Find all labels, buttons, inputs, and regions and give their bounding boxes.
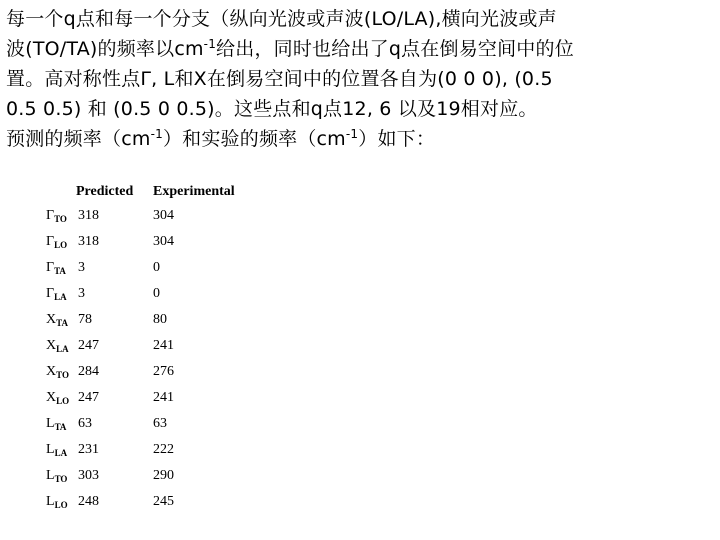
superscript: -1	[203, 37, 217, 51]
mode-label	[46, 416, 66, 432]
predicted-value: 303	[78, 468, 99, 483]
experimental-value: 241	[153, 390, 174, 405]
mode-label	[46, 468, 67, 484]
experimental-value: 290	[153, 468, 174, 483]
mode-symbol: L	[46, 442, 55, 457]
mode-label	[46, 312, 68, 328]
experimental-value: 304	[153, 208, 174, 223]
predicted-value: 318	[78, 234, 99, 249]
mode-label	[46, 338, 69, 354]
paragraph-line	[6, 94, 716, 124]
mode-label	[46, 234, 67, 250]
mode-symbol: L	[46, 468, 55, 483]
text: 预测的频率（cm	[6, 128, 151, 150]
mode-symbol: Γ	[46, 286, 55, 301]
text: 置。高对称性点Γ, L和X在倒易空间中的位置各自为(0 0 0), (0.5	[6, 68, 553, 90]
mode-branch: LO	[56, 396, 70, 406]
mode-symbol: Γ	[46, 208, 55, 223]
superscript: -1	[150, 127, 163, 141]
predicted-value: 247	[78, 338, 99, 353]
experimental-value: 222	[153, 442, 174, 457]
paragraph-line	[6, 4, 716, 34]
predicted-value: 3	[78, 260, 85, 275]
mode-label	[46, 286, 67, 302]
mode-branch: TA	[54, 422, 67, 432]
paragraph-line	[6, 124, 716, 154]
mode-symbol: X	[46, 338, 57, 353]
mode-label	[46, 442, 67, 458]
experimental-value: 304	[153, 234, 174, 249]
predicted-value: 78	[78, 312, 92, 327]
experimental-value: 0	[153, 286, 160, 301]
mode-branch: TO	[54, 474, 68, 484]
mode-branch: LO	[54, 500, 68, 510]
superscript: -1	[345, 127, 359, 141]
mode-branch: LA	[54, 448, 68, 458]
mode-symbol: L	[46, 416, 55, 431]
mode-label	[46, 260, 66, 276]
paragraph-line	[6, 64, 716, 94]
mode-branch: LO	[54, 240, 68, 250]
mode-label	[46, 208, 67, 224]
experimental-value: 241	[153, 338, 174, 353]
experimental-value: 276	[153, 364, 174, 379]
text: 0.5 0.5) 和 (0.5 0 0.5)。这些点和q点12, 6 以及19相对应。	[6, 98, 538, 120]
predicted-value: 318	[78, 208, 99, 223]
predicted-value: 231	[78, 442, 99, 457]
mode-branch: TO	[56, 370, 69, 380]
experimental-value: 0	[153, 260, 160, 275]
mode-branch: TO	[54, 214, 67, 224]
header-predicted: Predicted	[76, 184, 134, 199]
mode-branch: TA	[54, 266, 66, 276]
text: 每一个q点和每一个分支（纵向光波或声波(LO/LA),横向光波或声	[6, 8, 557, 30]
experimental-value: 245	[153, 494, 174, 509]
mode-symbol: X	[46, 364, 57, 379]
paragraph-line	[6, 34, 716, 64]
mode-symbol: X	[46, 312, 57, 327]
mode-label	[46, 364, 69, 380]
mode-label	[46, 494, 68, 510]
predicted-value: 248	[78, 494, 99, 509]
mode-label	[46, 390, 69, 406]
experimental-value: 63	[153, 416, 167, 431]
predicted-value: 284	[78, 364, 99, 379]
text: ）和实验的频率（cm	[162, 128, 346, 150]
predicted-value: 63	[78, 416, 92, 431]
mode-branch: LA	[54, 292, 67, 302]
text: 给出，同时也给出了q点在倒易空间中的位	[216, 38, 574, 60]
mode-symbol: Γ	[46, 260, 55, 275]
mode-branch: TA	[56, 318, 68, 328]
experimental-value: 80	[153, 312, 167, 327]
mode-symbol: X	[46, 390, 57, 405]
text: 波(TO/TA)的频率以cm	[6, 38, 204, 60]
description-paragraph	[6, 4, 716, 154]
header-experimental: Experimental	[153, 184, 235, 199]
predicted-value: 247	[78, 390, 99, 405]
mode-branch: LA	[56, 344, 69, 354]
mode-symbol: L	[46, 494, 55, 509]
mode-symbol: Γ	[46, 234, 55, 249]
text: ）如下：	[358, 128, 436, 150]
predicted-value: 3	[78, 286, 85, 301]
